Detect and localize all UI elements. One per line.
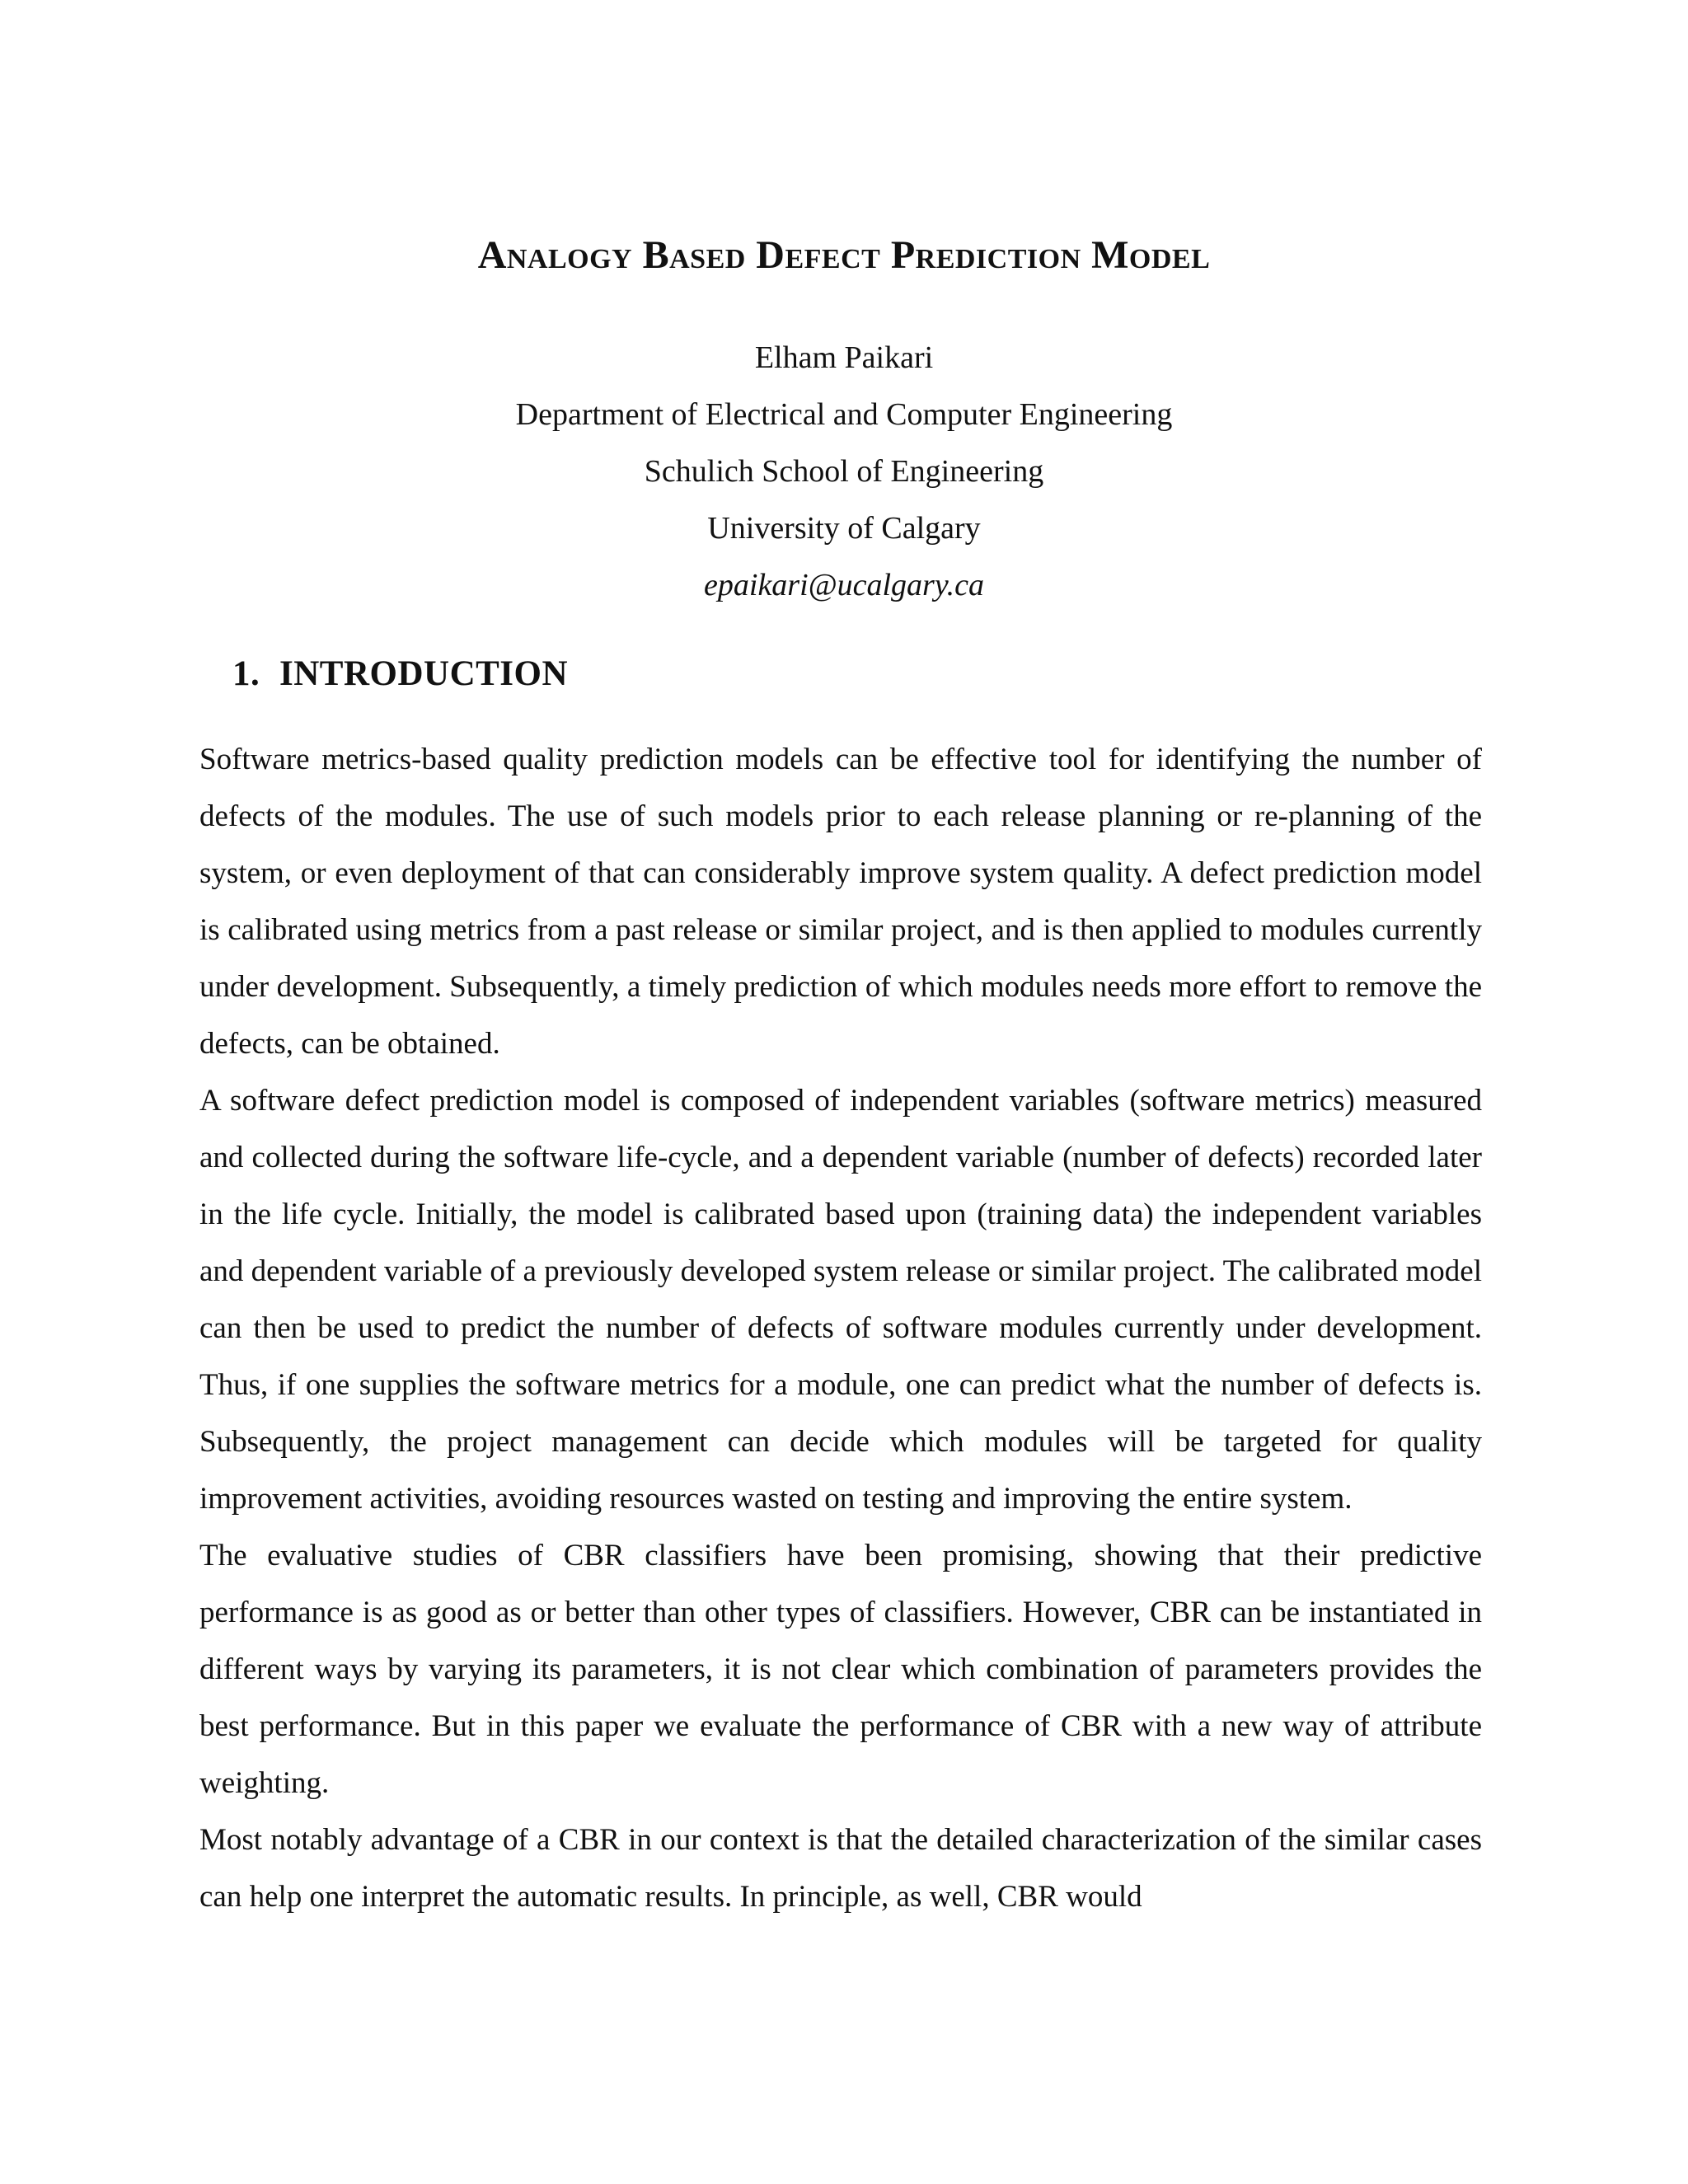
author-email: epaikari@ucalgary.ca [704, 568, 984, 602]
section-title: INTRODUCTION [279, 654, 569, 693]
section-heading [232, 654, 568, 694]
author-school: Schulich School of Engineering [644, 454, 1044, 489]
author-block [0, 330, 1688, 614]
body-text [199, 731, 1482, 1925]
paragraph: The evaluative studies of CBR classifiers have been promising, showing that their predictive performance is as good as or better than other types of classifiers. However, CBR can be instantiated in different ways by varying its parameters, it is not clear which combination of parameters provides the best performance. But in this paper we evaluate the performance of CBR with a new way of attribute weighting. [199, 1539, 1482, 1800]
paragraph: Most notably advantage of a CBR in our context is that the detailed characterization of the similar cases can help one interpret the automatic results. In principle, as well, CBR would [199, 1823, 1482, 1914]
paper-title: Analogy Based Defect Prediction Model [477, 233, 1211, 277]
author-name: Elham Paikari [754, 340, 934, 375]
author-university: University of Calgary [707, 511, 981, 546]
paragraph: A software defect prediction model is composed of independent variables (software metrics) measured and collected during the software life-cycle, and a dependent variable (number of defects) recorded later in the life cycle. Initially, the model is calibrated based upon (training data) the independent variables and dependent variable of a previously developed system release or similar project. The calibrated model can then be used to predict the number of defects of software modules currently under development. Thus, if one supplies the software metrics for a module, one can predict what the number of defects is. Subsequently, the project management can decide which modules will be targeted for quality improvement activities, avoiding resources wasted on testing and improving the entire system. [199, 1084, 1482, 1516]
author-department: Department of Electrical and Computer Engineering [515, 397, 1173, 432]
paragraph: Software metrics-based quality prediction models can be effective tool for identifying the number of defects of the modules. The use of such models prior to each release planning or re-planning of the system, or even deployment of that can considerably improve system quality. A defect prediction model is calibrated using metrics from a past release or similar project, and is then applied to modules currently under development. Subsequently, a timely prediction of which modules needs more effort to remove the defects, can be obtained. [199, 743, 1482, 1061]
section-number: 1. [232, 654, 260, 693]
